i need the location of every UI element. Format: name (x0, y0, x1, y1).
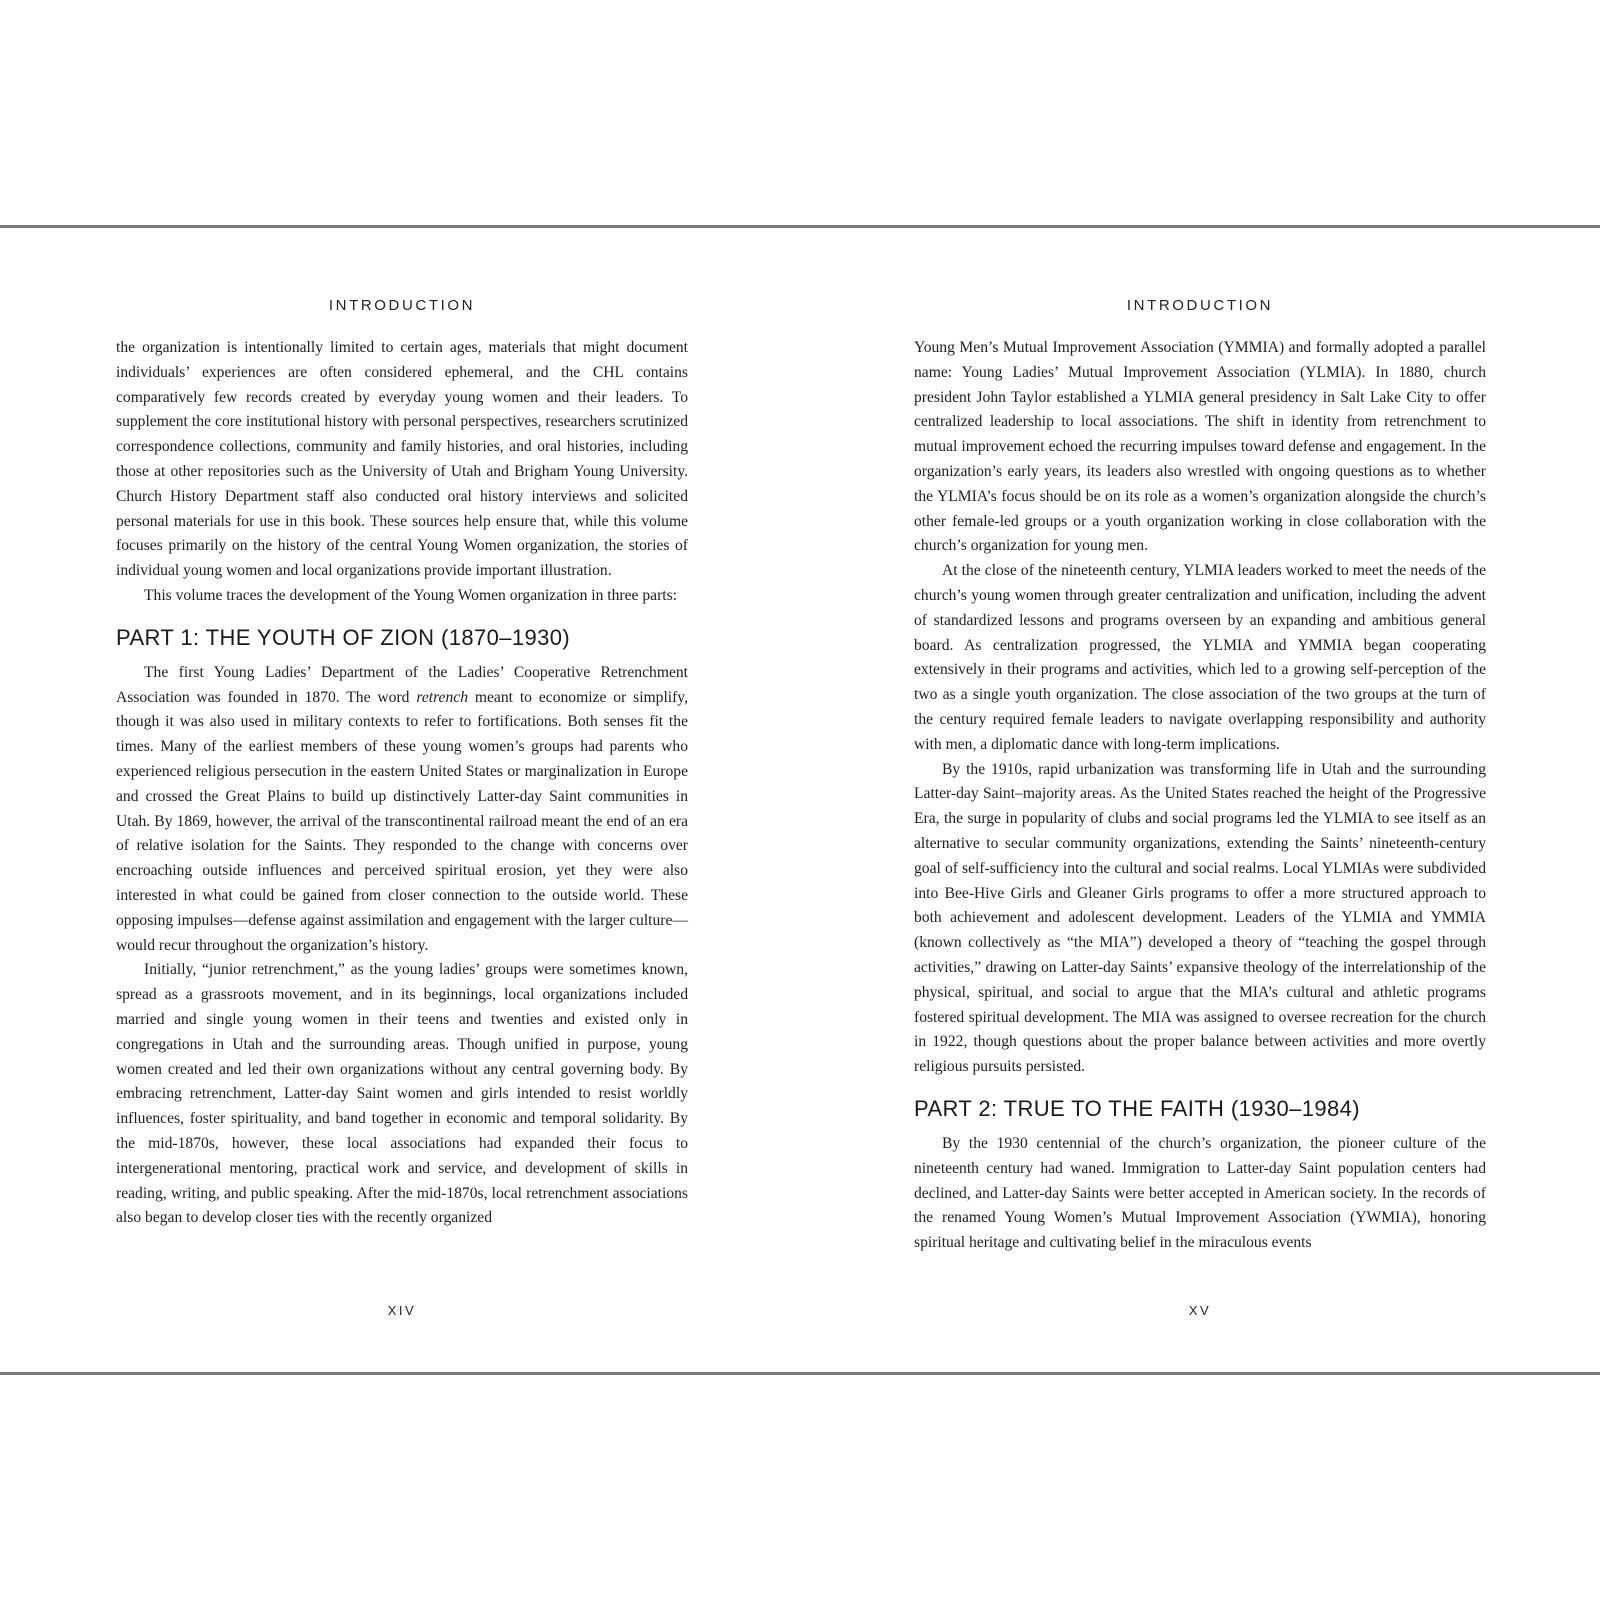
left-body-text (116, 336, 688, 1231)
right-section-paragraph: By the 1930 centennial of the church’s organization, the pioneer culture of the nineteenth century had waned. Immigration to Latter-day Saint population centers had declined, and Latter-day Saints were better accepted in American society. In the records of the renamed Young Women’s Mutual Improvement Association (YWMIA), honoring spiritual heritage and cultivating belief in the miraculous events (914, 1134, 1486, 1252)
top-border-rule (0, 225, 1600, 228)
left-paragraph: the organization is intentionally limited to certain ages, materials that might document individuals’ experiences are often considered ephemeral, and the CHL contains comparatively few records created by everyday young women and their leaders. To supplement the core institutional history with personal perspectives, researchers scrutinized correspondence collections, community and family histories, and oral histories, including those at other repositories such as the University of Utah and Brigham Young University. Church History Department staff also conducted oral history interviews and solicited personal materials for use in this book. These sources help ensure that, while this volume focuses primarily on the history of the central Young Women organization, the stories of individual young women and local organizations provide important illustration. (116, 339, 688, 580)
left-paragraph: This volume traces the development of the Young Women organization in three parts: (144, 586, 678, 604)
section-heading-part-1: PART 1: THE YOUTH OF ZION (1870–1930) (116, 624, 571, 650)
bottom-border-rule (0, 1372, 1600, 1375)
right-paragraph: At the close of the nineteenth century, YLMIA leaders worked to meet the needs of the church’s young women through greater centralization and unification, including the advent of standardized lessons and programs overseen by an expanding and ambitious general board. As centralization progressed, the YLMIA and YMMIA began cooperating extensively in their programs and activities, which led to a growing self-perception of the two as a single youth organization. The close association of the two groups at the turn of the century required female leaders to navigate overlapping responsibility and authority with men, a diplomatic dance with long-term implications. (914, 562, 1486, 753)
left-page-number: XIV (387, 1303, 417, 1318)
left-page (116, 296, 688, 1231)
text-run: meant to economize or simplify, though it was also used in military contexts to refer to fortifications. Both senses fit the times. Many of the earliest members of these young women’s groups had parents who experienced religious persecution in the eastern United States or marginalization in Europe and crossed the Great Plains to build up distinctively Latter-day Saint communities in Utah. By 1869, however, the arrival of the transcontinental railroad meant the end of an era of relative isolation for the Saints. They responded to the change with concerns over encroaching outside influences and perceived spiritual erosion, yet they were also interested in what could be gained from closer connection to the outside world. These opposing impulses—defense against assimilation and engagement with the larger culture—would recur throughout the organization’s history. (116, 688, 688, 954)
left-running-head: INTRODUCTION (328, 297, 476, 314)
italic-term: retrench (416, 688, 468, 706)
left-section-paragraph (116, 661, 688, 959)
right-page-number: XV (1188, 1303, 1212, 1318)
right-paragraph: By the 1910s, rapid urbanization was transforming life in Utah and the surrounding Latter-day Saint–majority areas. As the United States reached the height of the Progressive Era, the surge in popularity of clubs and social programs led the YLMIA to see itself as an alternative to secular community organizations, extending the Saints’ nineteenth-century goal of self-sufficiency into the cultural and social realms. Local YLMIAs were subdivided into Bee-Hive Girls and Gleaner Girls programs to offer a more structured approach to both achievement and adolescent development. Leaders of the YLMIA and YMMIA (known collectively as “the MIA”) developed a theory of “teaching the gospel through activities,” drawing on Latter-day Saints’ expansive theology of the interrelationship of the physical, spiritual, and social to argue that the MIA’s cultural and athletic programs fostered spiritual development. The MIA was assigned to oversee recreation for the church in 1922, though questions about the proper balance between activities and more overtly religious pursuits persisted. (914, 760, 1486, 1076)
right-paragraph: Young Men’s Mutual Improvement Association (YMMIA) and formally adopted a parallel name: Young Ladies’ Mutual Improvement Association (YLMIA). In 1880, church president John Taylor established a YLMIA general presidency in Salt Lake City to offer centralized leadership to local associations. The shift in identity from retrenchment to mutual improvement echoed the recurring impulses toward defense and engagement. In the organization’s early years, its leaders also wrestled with ongoing questions as to whether the YLMIA’s focus should be on its role as a women’s organization alongside the church’s other female-led groups or a youth organization working in close collaboration with the church’s organization for young men. (914, 339, 1486, 555)
right-body-text (914, 336, 1486, 1256)
left-section-paragraph: Initially, “junior retrenchment,” as the young ladies’ groups were sometimes known, spread as a grassroots movement, and in its beginnings, local organizations included married and single young women in their teens and twenties and existed only in congregations in Utah and the surrounding areas. Though unified in purpose, young women created and led their own organizations without any central governing body. By embracing retrenchment, Latter-day Saint women and girls intended to resist worldly influences, foster spirituality, and band together in economic and temporal solidarity. By the mid-1870s, however, these local associations had expanded their focus to intergenerational mentoring, practical work and service, and development of skills in reading, writing, and public speaking. After the mid-1870s, local retrenchment associations also began to develop closer ties with the recently organized (116, 961, 688, 1227)
right-page (914, 296, 1486, 1256)
text-run: The first Young Ladies’ Department of the Ladies’ Cooperative Retrenchment Association was founded in 1870. The word (116, 663, 688, 706)
section-heading-part-2: PART 2: TRUE TO THE FAITH (1930–1984) (914, 1095, 1361, 1121)
right-running-head: INTRODUCTION (1126, 297, 1274, 314)
